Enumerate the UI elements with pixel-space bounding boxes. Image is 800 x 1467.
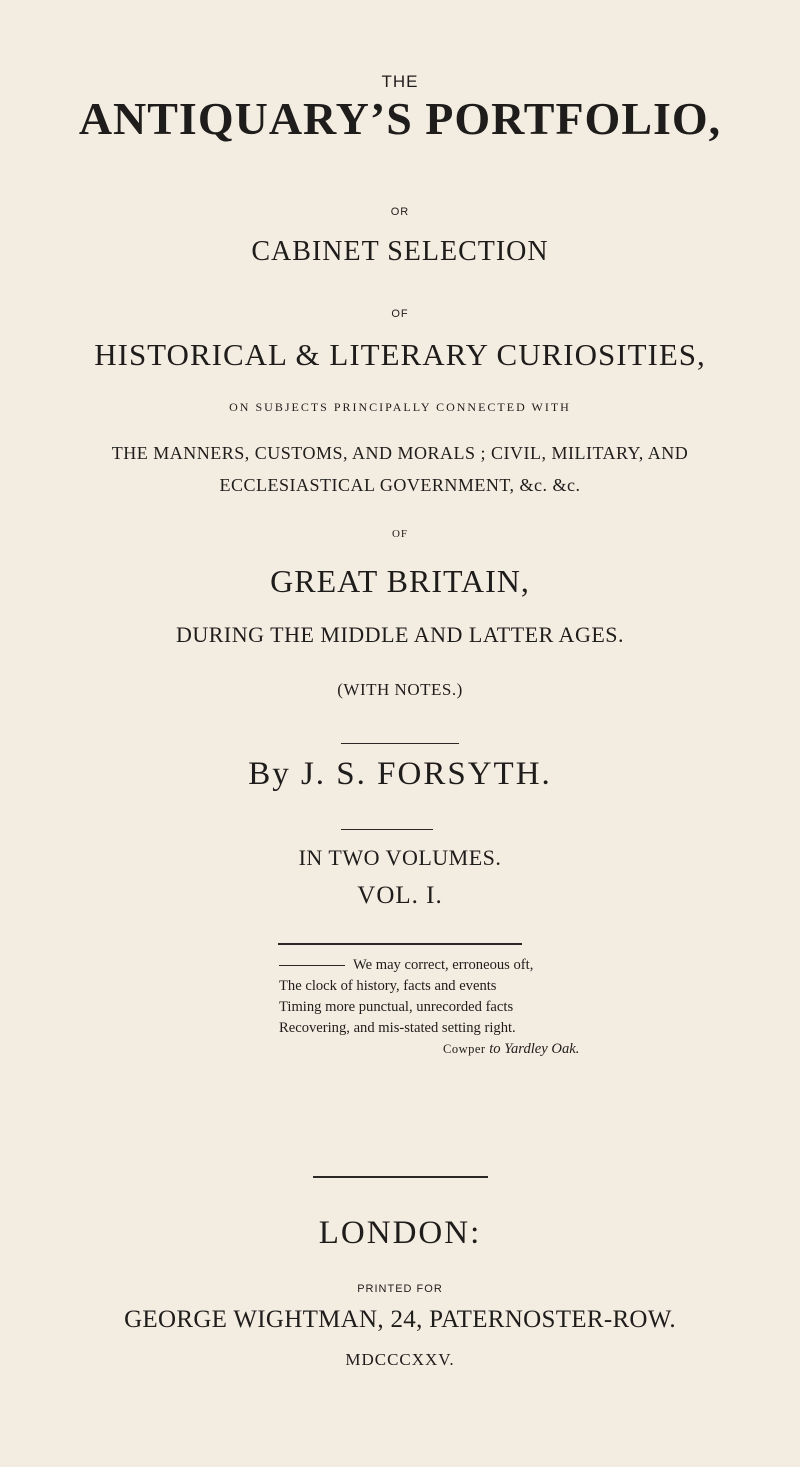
title-of-1: OF [391,308,409,320]
title-or: OR [390,206,410,218]
ecclesiastical-line: ECCLESIASTICAL GOVERNMENT, &c. &c. [219,475,581,495]
epigraph-line: The clock of history, facts and events [279,978,497,994]
divider-rule [341,829,433,830]
notes-line: (WITH NOTES.) [337,680,463,699]
author-line: By J. S. FORSYTH. [248,756,552,792]
volumes-line: IN TWO VOLUMES. [298,845,502,870]
manners-line: THE MANNERS, CUSTOMS, AND MORALS ; CIVIL, MILITARY, AND [111,443,689,463]
subtitle-curiosities: HISTORICAL & LITERARY CURIOSITIES, [94,337,706,372]
subjects-line: ON SUBJECTS PRINCIPALLY CONNECTED WITH [229,400,571,414]
epigraph-line: Recovering, and mis-stated setting right. [279,1020,516,1036]
imprint-year: MDCCCXXV. [345,1350,455,1369]
divider-rule [341,743,459,744]
period-line: DURING THE MIDDLE AND LATTER AGES. [175,622,625,647]
imprint-city: LONDON: [318,1215,482,1251]
attribution-work: to Yardley Oak. [489,1041,580,1057]
epigraph-line: We may correct, erroneous oft, [279,955,659,976]
epigraph-dash [279,965,345,966]
epigraph [279,955,659,1060]
epigraph-line: Timing more punctual, unrecorded facts [279,999,514,1015]
imprint-publisher: GEORGE WIGHTMAN, 24, PATERNOSTER-ROW. [124,1306,676,1333]
epigraph-attribution [279,1039,659,1060]
book-title: ANTIQUARY’S PORTFOLIO, [78,93,722,144]
attribution-author: Cowper [443,1042,486,1056]
title-article: THE [381,72,419,91]
divider-rule [278,943,522,945]
country-line: GREAT BRITAIN, [270,563,530,599]
subtitle-cabinet: CABINET SELECTION [251,236,549,267]
imprint-printed-for: PRINTED FOR [357,1283,443,1295]
title-of-2: OF [391,528,409,540]
divider-rule [313,1176,488,1178]
volume-number: VOL. I. [357,882,443,909]
